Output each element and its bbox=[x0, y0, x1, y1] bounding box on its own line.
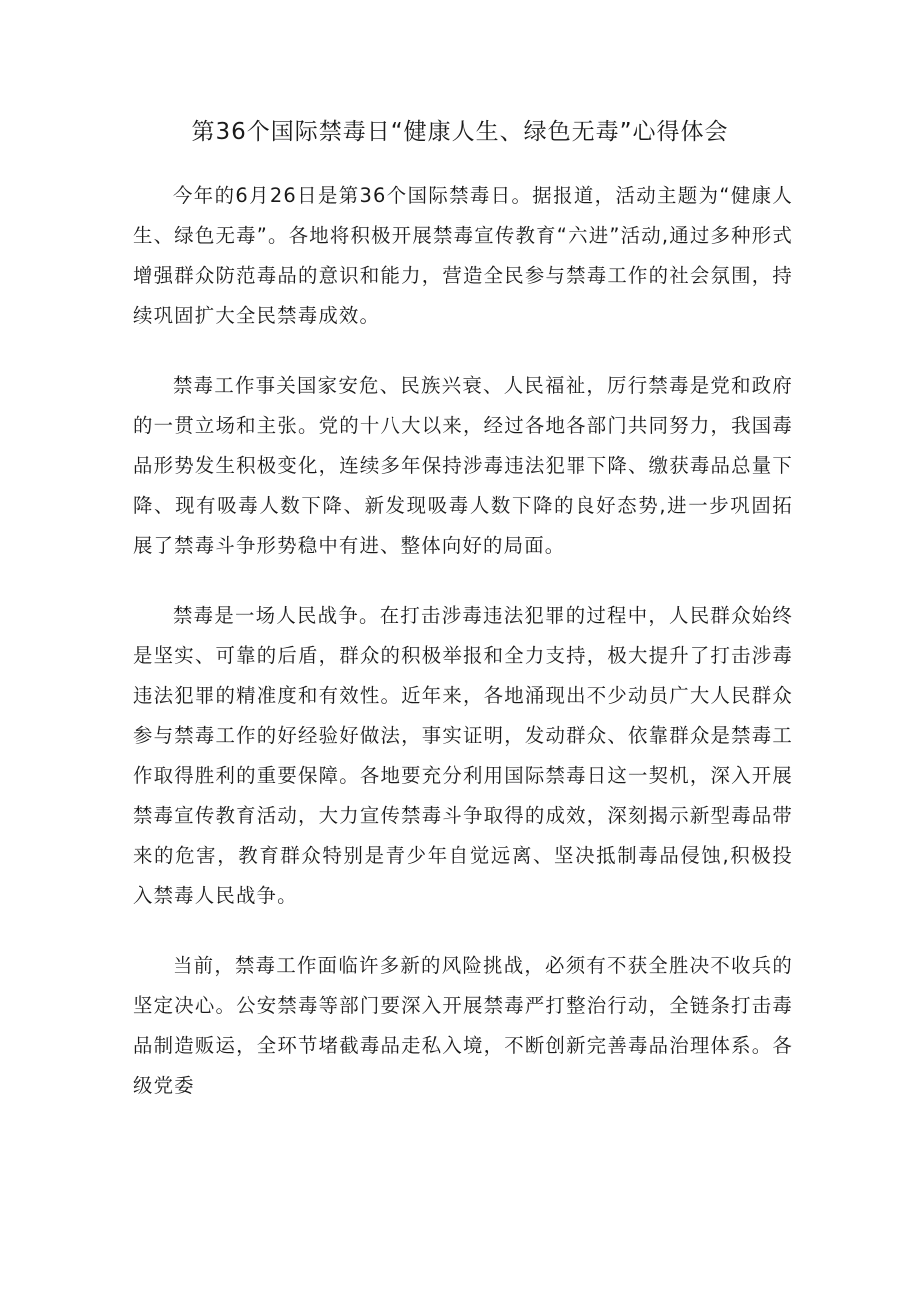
document-title: 第36个国际禁毒日“健康人生、绿色无毒”心得体会 bbox=[191, 119, 729, 145]
paragraph-4: 当前，禁毒工作面临许多新的风险挑战，必须有不获全胜决不收兵的坚定决心。公安禁毒等部门要深入开展禁毒严打整治行动，全链条打击毒品制造贩运，全环节堵截毒品走私入境，不断创新完善毒品治理体系。各级党委 bbox=[133, 954, 793, 1097]
paragraph-2: 禁毒工作事关国家安危、民族兴衰、人民福祉，厉行禁毒是党和政府的一贯立场和主张。党的十八大以来，经过各地各部门共同努力，我国毒品形势发生积极变化，连续多年保持涉毒违法犯罪下降、缴获毒品总量下降、现有吸毒人数下降、新发现吸毒人数下降的良好态势,进一步巩固拓展了禁毒斗争形势稳中有进、整体向好的局面。 bbox=[133, 374, 793, 557]
paragraph-1: 今年的6月26日是第36个国际禁毒日。据报道，活动主题为“健康人生、绿色无毒”。各地将积极开展禁毒宣传教育“六进”活动,通过多种形式增强群众防范毒品的意识和能力，营造全民参与禁毒工作的社会氛围，持续巩固扩大全民禁毒成效。 bbox=[133, 184, 793, 327]
paragraph-3: 禁毒是一场人民战争。在打击涉毒违法犯罪的过程中，人民群众始终是坚实、可靠的后盾，群众的积极举报和全力支持，极大提升了打击涉毒违法犯罪的精准度和有效性。近年来，各地涌现出不少动员广大人民群众参与禁毒工作的好经验好做法，事实证明，发动群众、依靠群众是禁毒工作取得胜利的重要保障。各地要充分利用国际禁毒日这一契机，深入开展禁毒宣传教育活动，大力宣传禁毒斗争取得的成效，深刻揭示新型毒品带来的危害，教育群众特别是青少年自觉远离、坚决抵制毒品侵蚀,积极投入禁毒人民战争。 bbox=[133, 604, 793, 907]
document-body bbox=[133, 176, 793, 1136]
